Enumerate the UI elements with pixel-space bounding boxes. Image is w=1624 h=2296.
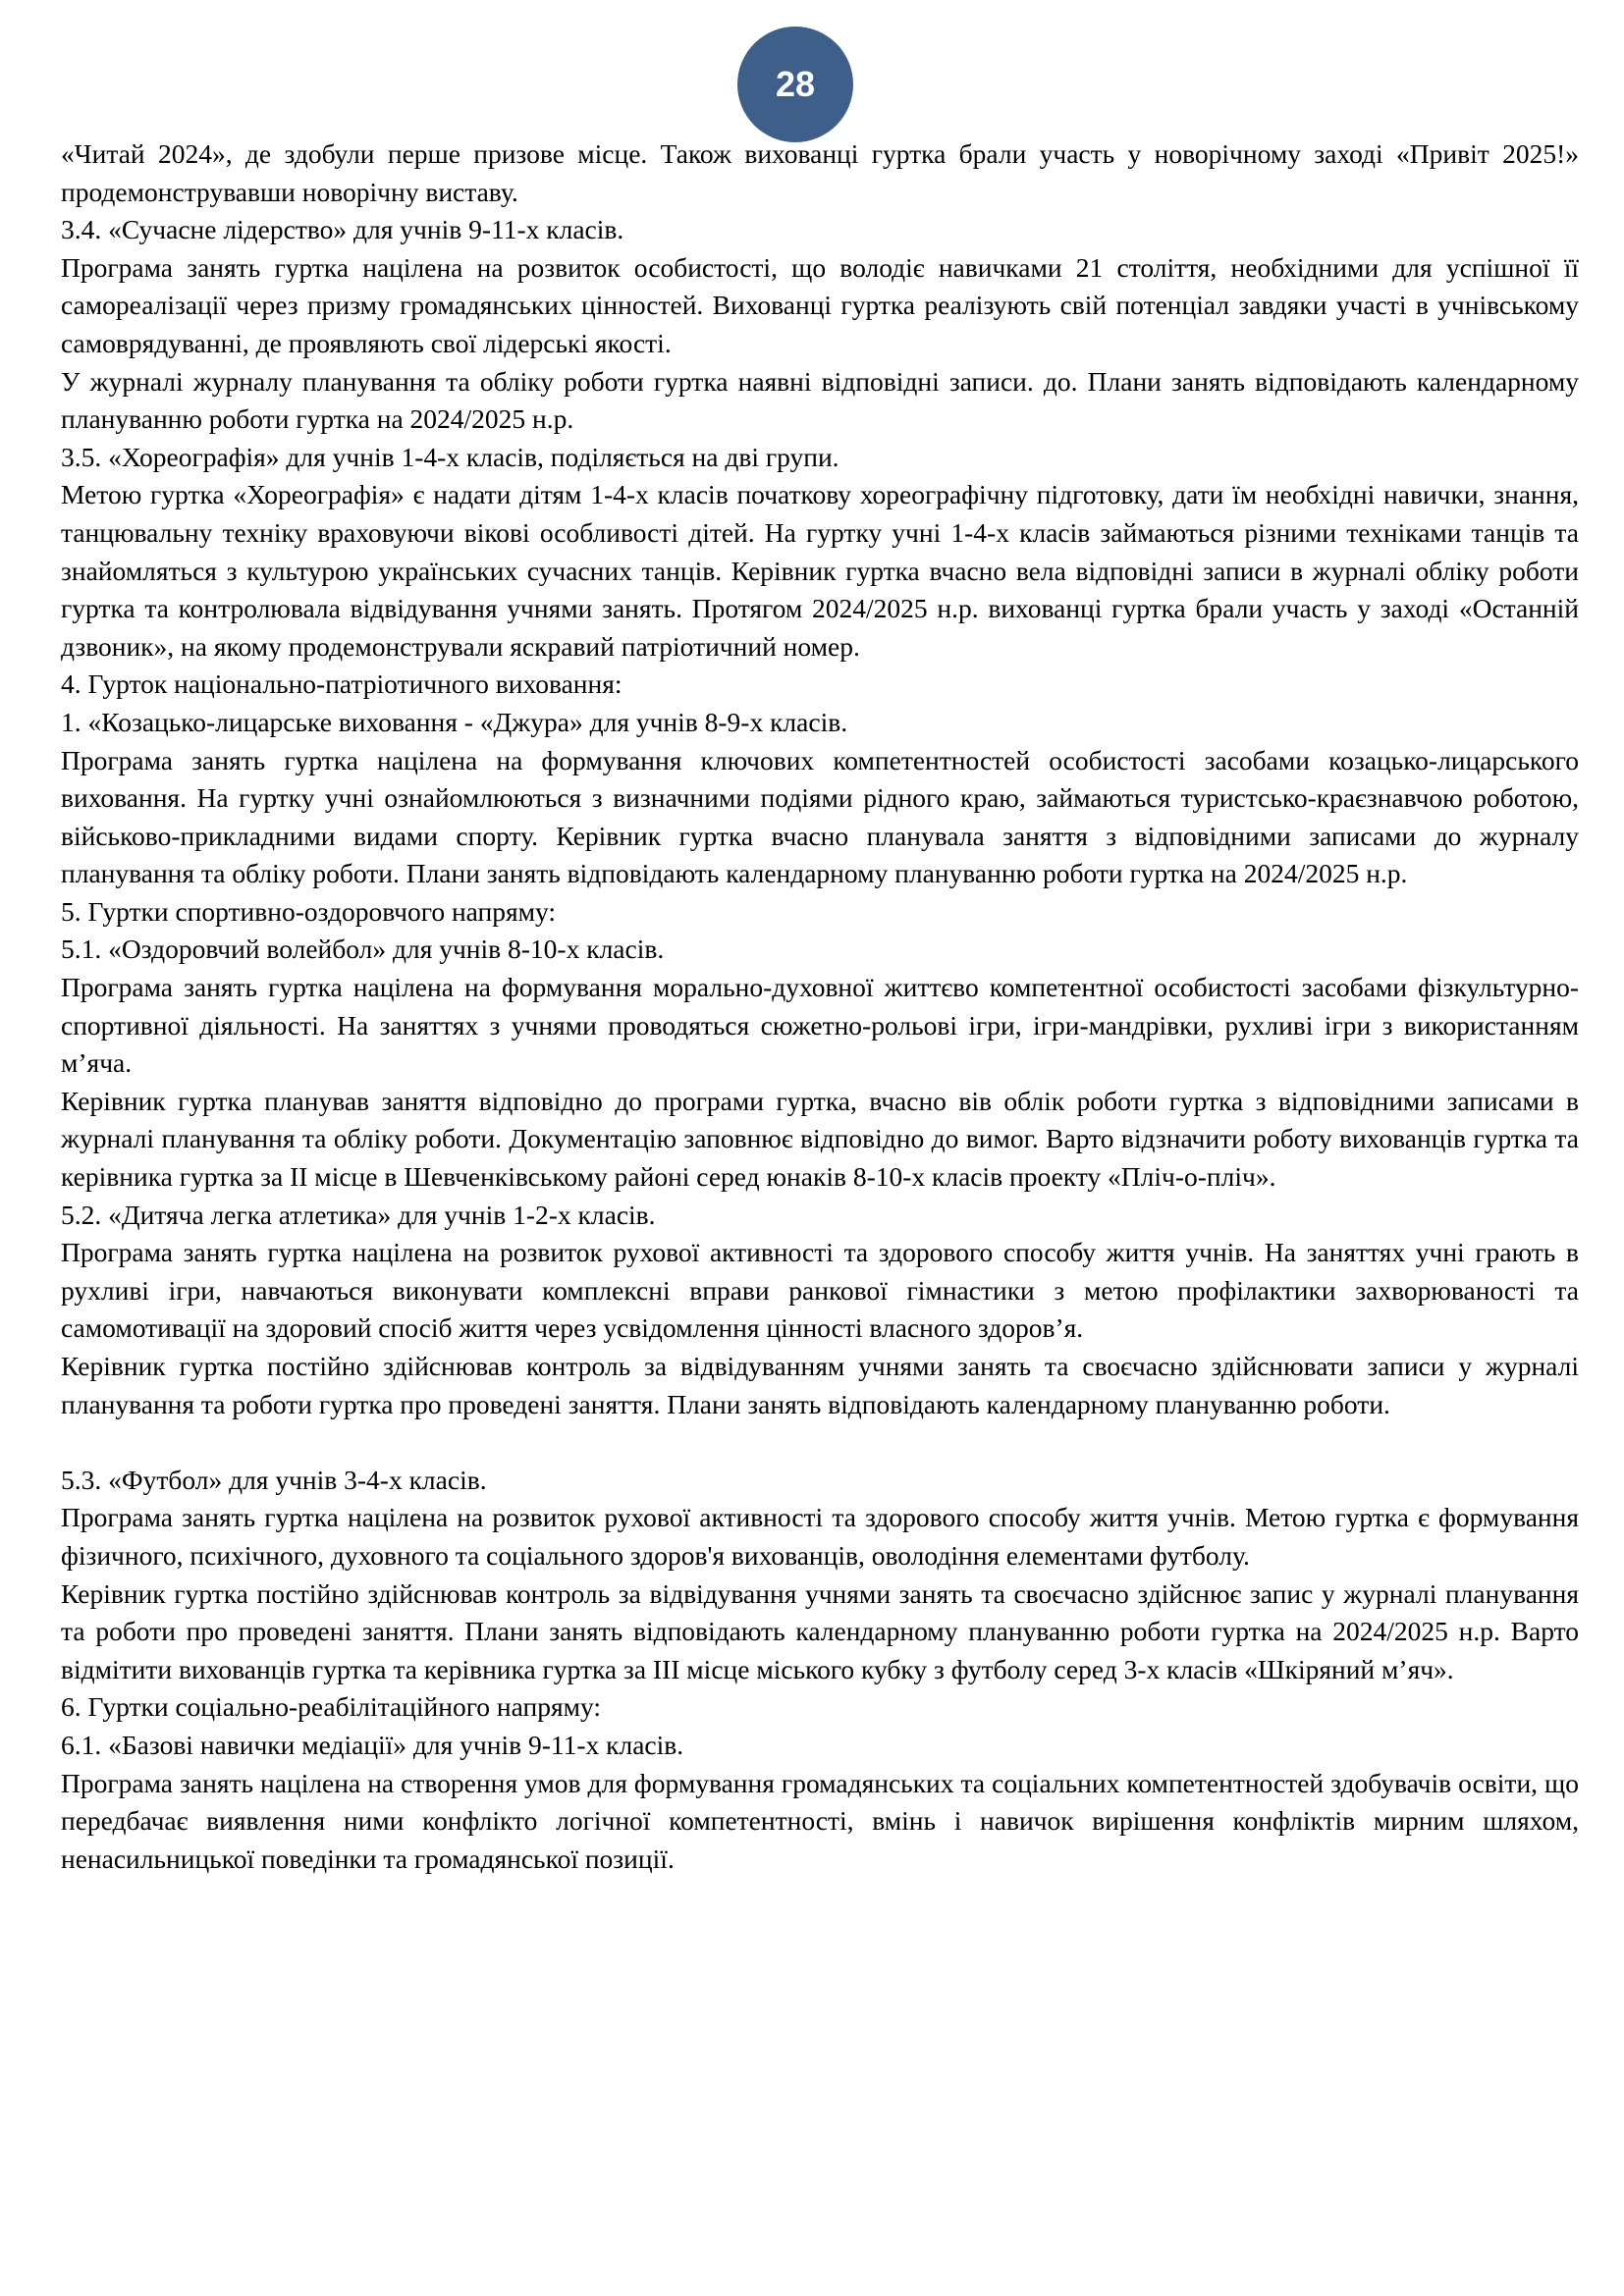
paragraph-dzhura: Програма занять гуртка націлена на формування ключових компетентностей особистості засобами козацько-лицарського виховання. На гуртку учні ознайомлюються з визначними подіями рідного краю, займаються туристсько-краєзнавчою роботою, військово-прикладними видами спорту. Керівник гуртка вчасно планувала заняття з відповідними записами до журналу планування та обліку роботи. Плани занять відповідають календарному плануванню роботи гуртка на 2024/2025 н.р. <box>61 744 1579 889</box>
paragraph-leadership-journal: У журналі журналу планування та обліку роботи гуртка наявні відповідні записи. до. Плани занять відповідають календарному плануванню роботи гуртка на 2024/2025 н.р. <box>61 365 1579 435</box>
page-number-badge: 28 <box>737 27 853 142</box>
section-heading-5-1: 5.1. «Оздоровчий волейбол» для учнів 8-10-х класів. <box>61 934 665 965</box>
paragraph-leadership-program: Програма занять гуртка націлена на розвиток особистості, що володіє навичками 21 століття, необхідними для успішної її самореалізації через призму громадянських цінностей. Вихованці гуртка реалізують свій потенціал завдяки участі в учнівському самоврядуванні, де проявляють свої лідерські якості. <box>61 251 1579 358</box>
paragraph-choreography: Метою гуртка «Хореографія» є надати дітям 1-4-х класів початкову хореографічну підготовку, дати їм необхідні навички, знання, танцювальну техніку враховуючи вікові особливості дітей. На гуртку учні 1-4-х класів займаються різними техніками танців та знайомляться з культурою українських сучасних танців. Керівник гуртка вчасно вела відповідні записи в журналі обліку роботи гуртка та контролювала відвідування учнями занять. Протягом 2024/2025 н.р. вихованці гуртка брали участь у заході «Останній дзвоник», на якому продемонстрували яскравий патріотичний номер. <box>61 479 1579 662</box>
section-heading-5: 5. Гуртки спортивно-оздоровчого напряму: <box>61 895 557 927</box>
section-heading-3-4: 3.4. «Сучасне лідерство» для учнів 9-11-х класів. <box>61 214 624 245</box>
section-heading-6: 6. Гуртки соціально-реабілітаційного напряму: <box>61 1691 602 1723</box>
paragraph-volleyball-program: Програма занять гуртка націлена на формування морально-духовної життєво компетентної особистості засобами фізкультурно-спортивної діяльності. На заняттях з учнями проводяться сюжетно-рольові ігри, ігри-мандрівки, рухливі ігри з використанням м’яча. <box>61 972 1579 1079</box>
paragraph-mediation: Програма занять націлена на створення умов для формування громадянських та соціальних компетентностей здобувачів освіти, що передбачає виявлення ними конфлікто логічної компетентності, вмінь і навичок вирішення конфліктів мирним шляхом, ненасильницької поведінки та громадянської позиції. <box>61 1767 1579 1874</box>
document-body <box>61 135 1579 1878</box>
section-heading-5-2: 5.2. «Дитяча легка атлетика» для учнів 1-2-х класів. <box>61 1199 656 1230</box>
paragraph-athletics-leader: Керівник гуртка постійно здійснював контроль за відвідуванням учнями занять та своєчасно здійснювати записи у журналі планування та роботи гуртка про проведені заняття. Плани занять відповідають календарному плануванню роботи. <box>61 1351 1579 1419</box>
section-heading-6-1: 6.1. «Базові навички медіації» для учнів 9-11-х класів. <box>61 1729 684 1760</box>
paragraph-football-program: Програма занять гуртка націлена на розвиток рухової активності та здорового способу життя учнів. Метою гуртка є формування фізичного, психічного, духовного та соціального здоров'я вихованців, оволодіння елементами футболу. <box>61 1502 1579 1571</box>
paragraph-volleyball-leader: Керівник гуртка планував заняття відповідно до програми гуртка, вчасно вів облік роботи гуртка з відповідними записами в журналі планування та обліку роботи. Документацію заповнює відповідно до вимог. Варто відзначити роботу вихованців гуртка та керівника гуртка за ІІ місце в Шевченківському районі серед юнаків 8-10-х класів проекту «Пліч-о-пліч». <box>61 1085 1579 1193</box>
paragraph-football-leader: Керівник гуртка постійно здійснював контроль за відвідування учнями занять та своєчасно здійснює запис у журналі планування та роботи про проведені заняття. Плани занять відповідають календарному плануванню роботи гуртка на 2024/2025 н.р. Варто відмітити вихованців гуртка та керівника гуртка за ІІІ місце міського кубку з футболу серед 3-х класів «Шкіряний м’яч». <box>61 1577 1579 1684</box>
section-heading-3-5: 3.5. «Хореографія» для учнів 1-4-х класів, поділяється на дві групи. <box>61 441 839 472</box>
section-heading-4-1: 1. «Козацько-лицарське виховання - «Джура» для учнів 8-9-х класів. <box>61 706 848 737</box>
section-heading-4: 4. Гурток національно-патріотичного виховання: <box>61 668 623 700</box>
paragraph-athletics-program: Програма занять гуртка націлена на розвиток рухової активності та здорового способу життя учнів. На заняттях учні грають в рухливі ігри, навчаються виконувати комплексні вправи ранкової гімнастики з метою профілактики захворюваності та самомотивації на здоровий спосіб життя через усвідомлення цінності власного здоров’я. <box>61 1237 1579 1344</box>
paragraph-chytai-continuation: «Читай 2024», де здобули перше призове місце. Також вихованці гуртка брали участь у новорічному заході «Привіт 2025!» продемонструвавши новорічну виставу. <box>61 138 1579 207</box>
blank-line <box>61 1423 1579 1462</box>
section-heading-5-3: 5.3. «Футбол» для учнів 3-4-х класів. <box>61 1464 487 1495</box>
